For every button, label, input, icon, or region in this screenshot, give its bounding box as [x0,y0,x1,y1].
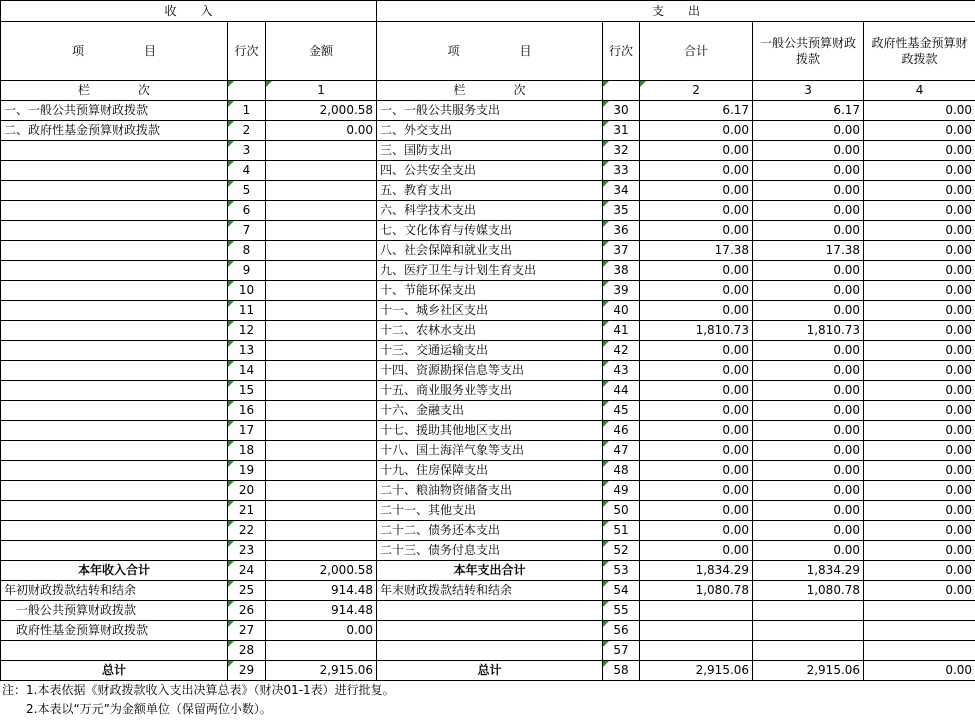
table-row [1,561,975,581]
expense-line-number: 36 [603,221,640,241]
expense-line-number: 32 [603,141,640,161]
expense-item: 十八、国土海洋气象等支出 [377,441,603,461]
expense-line-number: 58 [603,661,640,681]
table-row [1,121,975,141]
expense-line-number: 45 [603,401,640,421]
expense-general: 1,834.29 [753,561,864,581]
income-amount: 2,000.58 [266,101,377,121]
income-amount [266,501,377,521]
income-item [1,181,228,201]
income-line-number: 6 [228,201,266,221]
income-line-number: 11 [228,301,266,321]
income-item [1,441,228,461]
income-line-number: 24 [228,561,266,581]
income-item [1,141,228,161]
expense-general: 0.00 [753,181,864,201]
table-row [1,641,975,661]
income-amount [266,461,377,481]
table-row [1,181,975,201]
expense-item: 本年支出合计 [377,561,603,581]
expense-general: 0.00 [753,521,864,541]
expense-fund: 0.00 [864,241,975,261]
income-item: 总计 [1,661,228,681]
notes [0,681,975,719]
expense-total: 0.00 [640,121,753,141]
income-amount [266,181,377,201]
table-row [1,661,975,681]
income-amount [266,141,377,161]
expense-fund: 0.00 [864,461,975,481]
expense-fund: 0.00 [864,141,975,161]
expense-line-number: 41 [603,321,640,341]
expense-general: 0.00 [753,401,864,421]
expense-general [753,621,864,641]
expense-fund: 0.00 [864,201,975,221]
col-number-2: 2 [640,81,753,101]
expense-line-number: 39 [603,281,640,301]
income-line-number: 23 [228,541,266,561]
expense-total: 0.00 [640,221,753,241]
expense-general: 0.00 [753,281,864,301]
expense-line-number: 48 [603,461,640,481]
col-number-1: 1 [266,81,377,101]
income-item [1,341,228,361]
income-item [1,361,228,381]
col-number-3: 3 [753,81,864,101]
expense-item: 一、一般公共服务支出 [377,101,603,121]
income-item: 一般公共预算财政拨款 [1,601,228,621]
expense-item: 七、文化体育与传媒支出 [377,221,603,241]
expense-line-number: 57 [603,641,640,661]
expense-fund: 0.00 [864,261,975,281]
col-amount: 金额 [266,22,377,81]
expense-general [753,601,864,621]
expense-fund: 0.00 [864,121,975,141]
expense-item: 年末财政拨款结转和结余 [377,581,603,601]
income-item [1,301,228,321]
income-line-number: 22 [228,521,266,541]
expense-item: 二十二、债务还本支出 [377,521,603,541]
income-item [1,241,228,261]
expense-item: 十九、住房保障支出 [377,461,603,481]
table-row [1,521,975,541]
expense-item: 十六、金融支出 [377,401,603,421]
expense-general: 0.00 [753,201,864,221]
table-row [1,361,975,381]
table-row [1,501,975,521]
expense-line-number: 43 [603,361,640,381]
expense-line-number: 40 [603,301,640,321]
income-amount [266,361,377,381]
income-item [1,161,228,181]
income-item [1,541,228,561]
expense-total: 0.00 [640,421,753,441]
expense-general: 17.38 [753,241,864,261]
income-line-number: 8 [228,241,266,261]
income-item: 年初财政拨款结转和结余 [1,581,228,601]
income-amount [266,321,377,341]
expense-fund: 0.00 [864,581,975,601]
expense-item: 十一、城乡社区支出 [377,301,603,321]
table-row [1,101,975,121]
expense-total: 0.00 [640,161,753,181]
expense-line-number: 33 [603,161,640,181]
expense-fund: 0.00 [864,481,975,501]
expense-total: 6.17 [640,101,753,121]
expense-total [640,621,753,641]
income-amount [266,381,377,401]
expense-item: 三、国防支出 [377,141,603,161]
expense-line-number: 31 [603,121,640,141]
expense-general: 0.00 [753,481,864,501]
income-item [1,201,228,221]
income-item: 政府性基金预算财政拨款 [1,621,228,641]
expense-total: 1,834.29 [640,561,753,581]
income-line-number: 9 [228,261,266,281]
income-item [1,501,228,521]
col-fund: 政府性基金预算财政拨款 [864,22,975,81]
expense-fund: 0.00 [864,381,975,401]
expense-header: 支 出 [377,1,975,22]
table-row [1,321,975,341]
col-total: 合计 [640,22,753,81]
income-amount [266,441,377,461]
income-amount: 914.48 [266,601,377,621]
table-row [1,481,975,501]
income-amount: 2,915.06 [266,661,377,681]
income-amount [266,161,377,181]
table-row [1,221,975,241]
income-item [1,481,228,501]
income-line-number: 17 [228,421,266,441]
note-2: 2.本表以“万元”为金额单位（保留两位小数）。 [2,702,272,716]
table-row [1,601,975,621]
expense-total: 0.00 [640,381,753,401]
income-amount [266,481,377,501]
expense-fund: 0.00 [864,561,975,581]
expense-line-number: 44 [603,381,640,401]
income-item: 二、政府性基金预算财政拨款 [1,121,228,141]
income-item: 本年收入合计 [1,561,228,581]
expense-line-number: 38 [603,261,640,281]
income-amount [266,341,377,361]
expense-total: 17.38 [640,241,753,261]
income-amount [266,401,377,421]
income-line-number: 13 [228,341,266,361]
expense-fund: 0.00 [864,321,975,341]
income-amount: 914.48 [266,581,377,601]
income-item [1,641,228,661]
expense-general: 0.00 [753,121,864,141]
expense-item: 二、外交支出 [377,121,603,141]
row-label-blank-left [228,81,266,101]
expense-general: 0.00 [753,341,864,361]
table-row [1,441,975,461]
col-item-left: 项 目 [1,22,228,81]
expense-general: 0.00 [753,381,864,401]
expense-general: 0.00 [753,361,864,381]
expense-total: 0.00 [640,181,753,201]
income-line-number: 18 [228,441,266,461]
income-line-number: 10 [228,281,266,301]
expense-line-number: 46 [603,421,640,441]
expense-line-number: 55 [603,601,640,621]
expense-line-number: 34 [603,181,640,201]
table-row [1,201,975,221]
expense-total: 0.00 [640,261,753,281]
income-line-number: 27 [228,621,266,641]
expense-total: 0.00 [640,141,753,161]
expense-item: 二十、粮油物资储备支出 [377,481,603,501]
income-line-number: 5 [228,181,266,201]
income-item [1,221,228,241]
expense-fund: 0.00 [864,501,975,521]
row-label-blank-right [603,81,640,101]
expense-line-number: 51 [603,521,640,541]
expense-total: 1,080.78 [640,581,753,601]
income-line-number: 16 [228,401,266,421]
expense-item: 十五、商业服务业等支出 [377,381,603,401]
col-item-right: 项 目 [377,22,603,81]
table-row [1,301,975,321]
income-amount [266,541,377,561]
note-1: 注：1.本表依据《财政拨款收入支出决算总表》（财决01-1表）进行批复。 [2,683,395,697]
expense-fund: 0.00 [864,221,975,241]
income-line-number: 14 [228,361,266,381]
income-item [1,261,228,281]
expense-total: 0.00 [640,441,753,461]
expense-line-number: 35 [603,201,640,221]
expense-line-number: 42 [603,341,640,361]
expense-fund: 0.00 [864,541,975,561]
expense-fund: 0.00 [864,161,975,181]
col-line-left: 行次 [228,22,266,81]
expense-general: 0.00 [753,161,864,181]
expense-general: 0.00 [753,221,864,241]
expense-total: 2,915.06 [640,661,753,681]
income-line-number: 3 [228,141,266,161]
income-line-number: 19 [228,461,266,481]
expense-item [377,601,603,621]
income-line-number: 12 [228,321,266,341]
expense-line-number: 49 [603,481,640,501]
expense-item: 四、公共安全支出 [377,161,603,181]
income-line-number: 1 [228,101,266,121]
expense-general: 0.00 [753,501,864,521]
expense-fund: 0.00 [864,181,975,201]
income-item [1,421,228,441]
income-amount [266,261,377,281]
expense-general: 0.00 [753,441,864,461]
expense-total: 0.00 [640,461,753,481]
col-general: 一般公共预算财政拨款 [753,22,864,81]
expense-general: 2,915.06 [753,661,864,681]
expense-general: 0.00 [753,541,864,561]
expense-fund: 0.00 [864,301,975,321]
income-amount: 0.00 [266,621,377,641]
income-line-number: 29 [228,661,266,681]
income-amount [266,241,377,261]
income-header: 收 入 [1,1,377,22]
table-row [1,281,975,301]
col-number-4: 4 [864,81,975,101]
table-row [1,341,975,361]
expense-total: 0.00 [640,501,753,521]
expense-item: 二十三、债务付息支出 [377,541,603,561]
table-row [1,581,975,601]
expense-line-number: 47 [603,441,640,461]
income-item: 一、一般公共预算财政拨款 [1,101,228,121]
expense-fund: 0.00 [864,661,975,681]
expense-total: 0.00 [640,361,753,381]
table-row [1,161,975,181]
expense-item [377,641,603,661]
table-row [1,621,975,641]
expense-item: 八、社会保障和就业支出 [377,241,603,261]
income-amount [266,421,377,441]
income-line-number: 15 [228,381,266,401]
expense-general: 6.17 [753,101,864,121]
income-amount [266,641,377,661]
income-line-number: 2 [228,121,266,141]
income-line-number: 7 [228,221,266,241]
table-row [1,421,975,441]
income-amount [266,201,377,221]
expense-total: 0.00 [640,341,753,361]
expense-item: 九、医疗卫生与计划生育支出 [377,261,603,281]
income-line-number: 28 [228,641,266,661]
expense-total: 0.00 [640,521,753,541]
income-amount: 2,000.58 [266,561,377,581]
income-amount [266,221,377,241]
col-line-right: 行次 [603,22,640,81]
expense-total: 0.00 [640,541,753,561]
income-item [1,281,228,301]
expense-item: 总计 [377,661,603,681]
expense-line-number: 37 [603,241,640,261]
expense-general: 1,810.73 [753,321,864,341]
income-line-number: 25 [228,581,266,601]
income-line-number: 4 [228,161,266,181]
table-row [1,141,975,161]
expense-item: 十三、交通运输支出 [377,341,603,361]
income-item [1,521,228,541]
expense-total: 0.00 [640,401,753,421]
income-item [1,461,228,481]
row-label-left: 栏 次 [1,81,228,101]
expense-line-number: 54 [603,581,640,601]
expense-general: 0.00 [753,141,864,161]
expense-line-number: 52 [603,541,640,561]
expense-fund: 0.00 [864,441,975,461]
table-row [1,401,975,421]
expense-item: 五、教育支出 [377,181,603,201]
expense-total: 1,810.73 [640,321,753,341]
expense-fund: 0.00 [864,521,975,541]
expense-general: 0.00 [753,461,864,481]
expense-line-number: 56 [603,621,640,641]
income-amount: 0.00 [266,121,377,141]
expense-fund: 0.00 [864,361,975,381]
expense-item: 十七、援助其他地区支出 [377,421,603,441]
expense-item: 十四、资源勘探信息等支出 [377,361,603,381]
expense-fund [864,641,975,661]
expense-item: 十二、农林水支出 [377,321,603,341]
expense-general: 0.00 [753,421,864,441]
expense-fund [864,621,975,641]
income-line-number: 20 [228,481,266,501]
expense-line-number: 50 [603,501,640,521]
table-row [1,541,975,561]
income-line-number: 26 [228,601,266,621]
income-item [1,321,228,341]
expense-fund: 0.00 [864,101,975,121]
expense-general: 0.00 [753,301,864,321]
expense-item: 六、科学技术支出 [377,201,603,221]
expense-fund: 0.00 [864,421,975,441]
income-amount [266,521,377,541]
row-label-right: 栏 次 [377,81,603,101]
expense-total [640,601,753,621]
expense-item [377,621,603,641]
income-item [1,381,228,401]
expense-total: 0.00 [640,201,753,221]
income-amount [266,301,377,321]
expense-general [753,641,864,661]
expense-fund: 0.00 [864,281,975,301]
expense-line-number: 53 [603,561,640,581]
table-row [1,261,975,281]
expense-fund [864,601,975,621]
expense-item: 十、节能环保支出 [377,281,603,301]
expense-total: 0.00 [640,481,753,501]
income-item [1,401,228,421]
expense-general: 0.00 [753,261,864,281]
expense-total: 0.00 [640,281,753,301]
expense-item: 二十一、其他支出 [377,501,603,521]
income-line-number: 21 [228,501,266,521]
income-amount [266,281,377,301]
table-row [1,461,975,481]
expense-general: 1,080.78 [753,581,864,601]
expense-fund: 0.00 [864,401,975,421]
expense-total: 0.00 [640,301,753,321]
expense-fund: 0.00 [864,341,975,361]
table-row [1,381,975,401]
table-row [1,241,975,261]
expense-total [640,641,753,661]
expense-line-number: 30 [603,101,640,121]
